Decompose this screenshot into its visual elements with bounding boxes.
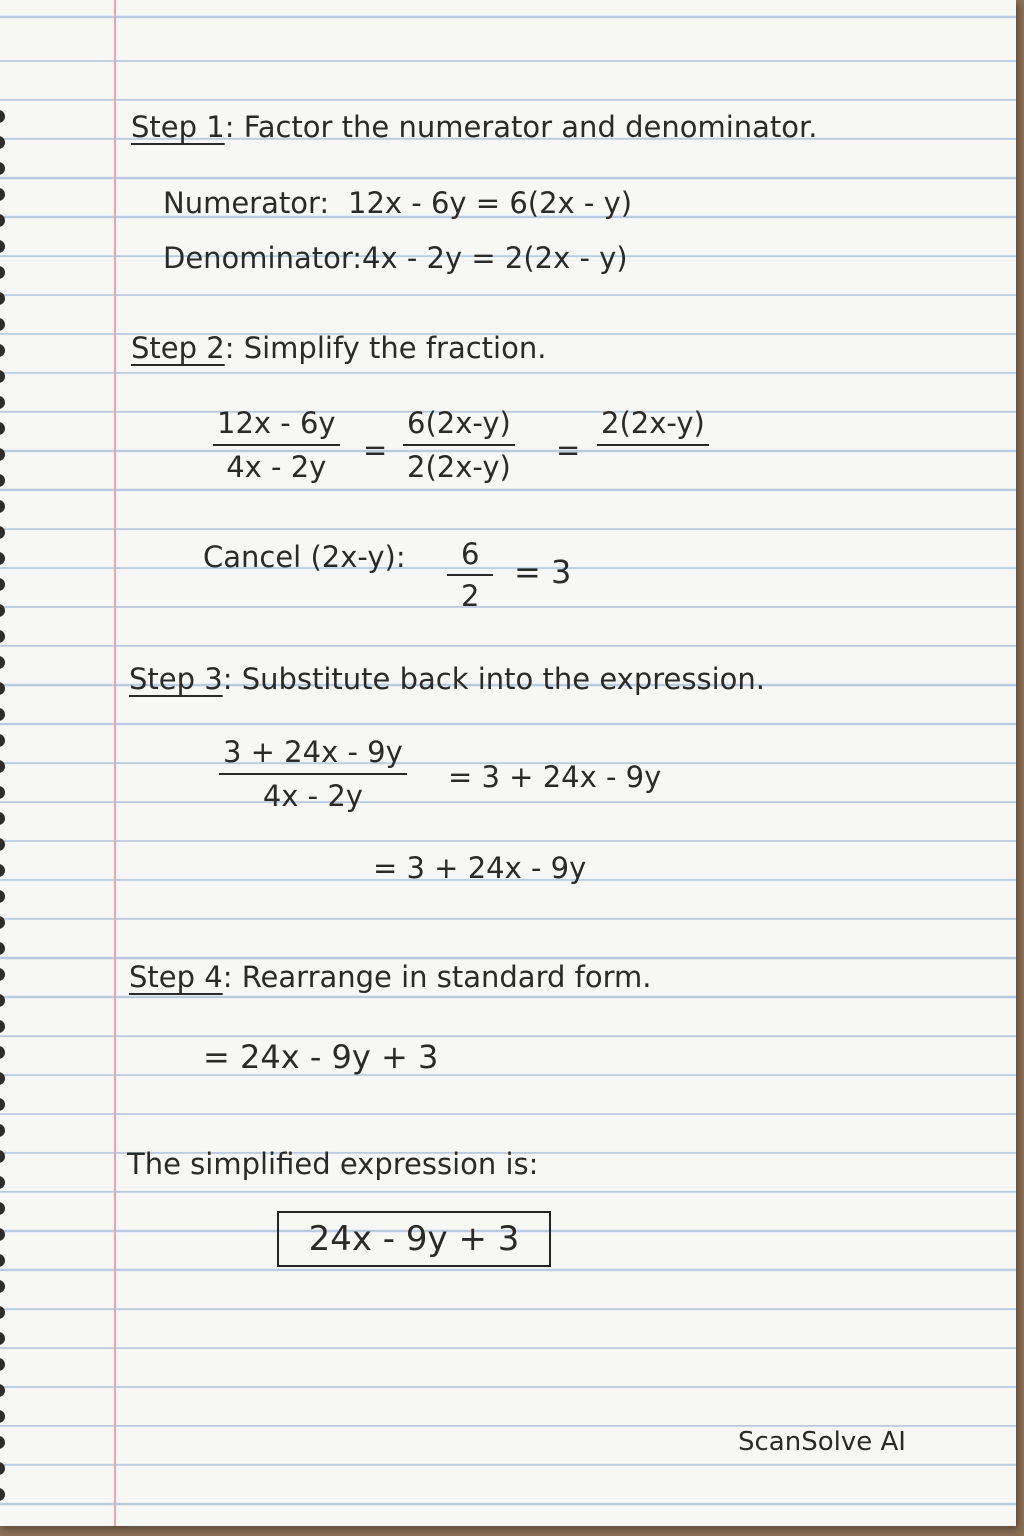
spiral-coil bbox=[0, 292, 5, 305]
spiral-coil bbox=[0, 1254, 5, 1267]
fraction-cancelled-numerator: 6 bbox=[461, 537, 480, 571]
spiral-coil bbox=[0, 760, 5, 773]
step3-label: Step 3 bbox=[129, 662, 223, 696]
fraction-factored bbox=[403, 406, 515, 484]
spiral-coil bbox=[0, 1384, 5, 1397]
fraction-cancelled bbox=[447, 537, 493, 613]
step3-text: : Substitute back into the expression. bbox=[222, 662, 765, 696]
spiral-coil bbox=[0, 734, 5, 747]
spiral-coil bbox=[0, 1462, 5, 1475]
fraction-partial bbox=[597, 406, 709, 446]
spiral-coil bbox=[0, 162, 5, 175]
fraction-bar bbox=[597, 444, 709, 446]
spiral-coil bbox=[0, 240, 5, 253]
step3-result-line2: = 3 + 24x - 9y bbox=[373, 851, 587, 885]
step4-expression: = 24x - 9y + 3 bbox=[203, 1038, 439, 1076]
spiral-binding bbox=[0, 110, 10, 1510]
conclusion-text: The simplified expression is: bbox=[127, 1147, 539, 1181]
step2-label: Step 2 bbox=[131, 331, 225, 365]
spiral-coil bbox=[0, 1410, 5, 1423]
spiral-coil bbox=[0, 448, 5, 461]
spiral-coil bbox=[0, 1228, 5, 1241]
spiral-coil bbox=[0, 552, 5, 565]
cancel-result: = 3 bbox=[514, 553, 572, 591]
fraction-substituted-denominator: 4x - 2y bbox=[262, 779, 363, 813]
spiral-coil bbox=[0, 864, 5, 877]
spiral-coil bbox=[0, 942, 5, 955]
spiral-coil bbox=[0, 1098, 5, 1111]
spiral-coil bbox=[0, 1176, 5, 1189]
denominator-expression: 4x - 2y = 2(2x - y) bbox=[362, 241, 628, 275]
spiral-coil bbox=[0, 890, 5, 903]
step2-heading bbox=[131, 331, 546, 365]
spiral-coil bbox=[0, 1072, 5, 1085]
spiral-coil bbox=[0, 266, 5, 279]
numerator-expression: 12x - 6y = 6(2x - y) bbox=[348, 186, 633, 220]
step1-text: : Factor the numerator and denominator. bbox=[224, 110, 818, 144]
step4-label: Step 4 bbox=[129, 960, 223, 994]
spiral-coil bbox=[0, 1358, 5, 1371]
step3-heading bbox=[129, 662, 765, 696]
spiral-coil bbox=[0, 318, 5, 331]
fraction-substituted bbox=[219, 735, 407, 813]
spiral-coil bbox=[0, 1306, 5, 1319]
spiral-coil bbox=[0, 188, 5, 201]
spiral-coil bbox=[0, 838, 5, 851]
fraction-factored-denominator: 2(2x-y) bbox=[407, 450, 511, 484]
spiral-coil bbox=[0, 968, 5, 981]
equals-sign: = bbox=[556, 433, 581, 467]
spiral-coil bbox=[0, 1488, 5, 1501]
spiral-coil bbox=[0, 1124, 5, 1137]
denominator-label: Denominator: bbox=[163, 241, 363, 275]
spiral-coil bbox=[0, 344, 5, 357]
spiral-coil bbox=[0, 1280, 5, 1293]
spiral-coil bbox=[0, 786, 5, 799]
spiral-coil bbox=[0, 500, 5, 513]
spiral-coil bbox=[0, 708, 5, 721]
spiral-coil bbox=[0, 396, 5, 409]
spiral-coil bbox=[0, 370, 5, 383]
fraction-substituted-numerator: 3 + 24x - 9y bbox=[223, 735, 403, 769]
spiral-coil bbox=[0, 110, 5, 123]
step3-result-line1: = 3 + 24x - 9y bbox=[448, 760, 662, 794]
spiral-coil bbox=[0, 656, 5, 669]
spiral-coil bbox=[0, 1202, 5, 1215]
spiral-coil bbox=[0, 1046, 5, 1059]
spiral-coil bbox=[0, 604, 5, 617]
spiral-coil bbox=[0, 994, 5, 1007]
fraction-original bbox=[213, 406, 340, 484]
spiral-coil bbox=[0, 916, 5, 929]
step1-heading bbox=[131, 110, 818, 144]
margin-line bbox=[114, 0, 116, 1526]
fraction-cancelled-denominator: 2 bbox=[461, 579, 480, 613]
spiral-coil bbox=[0, 578, 5, 591]
brand-signature: ScanSolve AI bbox=[738, 1427, 906, 1457]
step2-text: : Simplify the fraction. bbox=[224, 331, 547, 365]
spiral-coil bbox=[0, 1150, 5, 1163]
fraction-original-numerator: 12x - 6y bbox=[217, 406, 336, 440]
cancel-label: Cancel (2x-y): bbox=[203, 540, 406, 574]
spiral-coil bbox=[0, 812, 5, 825]
fraction-partial-numerator: 2(2x-y) bbox=[601, 406, 705, 440]
spiral-coil bbox=[0, 630, 5, 643]
spiral-coil bbox=[0, 422, 5, 435]
equals-sign: = bbox=[363, 433, 388, 467]
spiral-coil bbox=[0, 1332, 5, 1345]
fraction-original-denominator: 4x - 2y bbox=[226, 450, 327, 484]
spiral-coil bbox=[0, 136, 5, 149]
spiral-coil bbox=[0, 474, 5, 487]
final-answer-box: 24x - 9y + 3 bbox=[277, 1211, 551, 1267]
spiral-coil bbox=[0, 214, 5, 227]
spiral-coil bbox=[0, 1436, 5, 1449]
fraction-factored-numerator: 6(2x-y) bbox=[407, 406, 511, 440]
spiral-coil bbox=[0, 1020, 5, 1033]
step4-text: : Rearrange in standard form. bbox=[222, 960, 652, 994]
spiral-coil bbox=[0, 682, 5, 695]
numerator-label: Numerator: bbox=[163, 186, 330, 220]
step4-heading bbox=[129, 960, 651, 994]
spiral-coil bbox=[0, 526, 5, 539]
step1-label: Step 1 bbox=[131, 110, 225, 144]
